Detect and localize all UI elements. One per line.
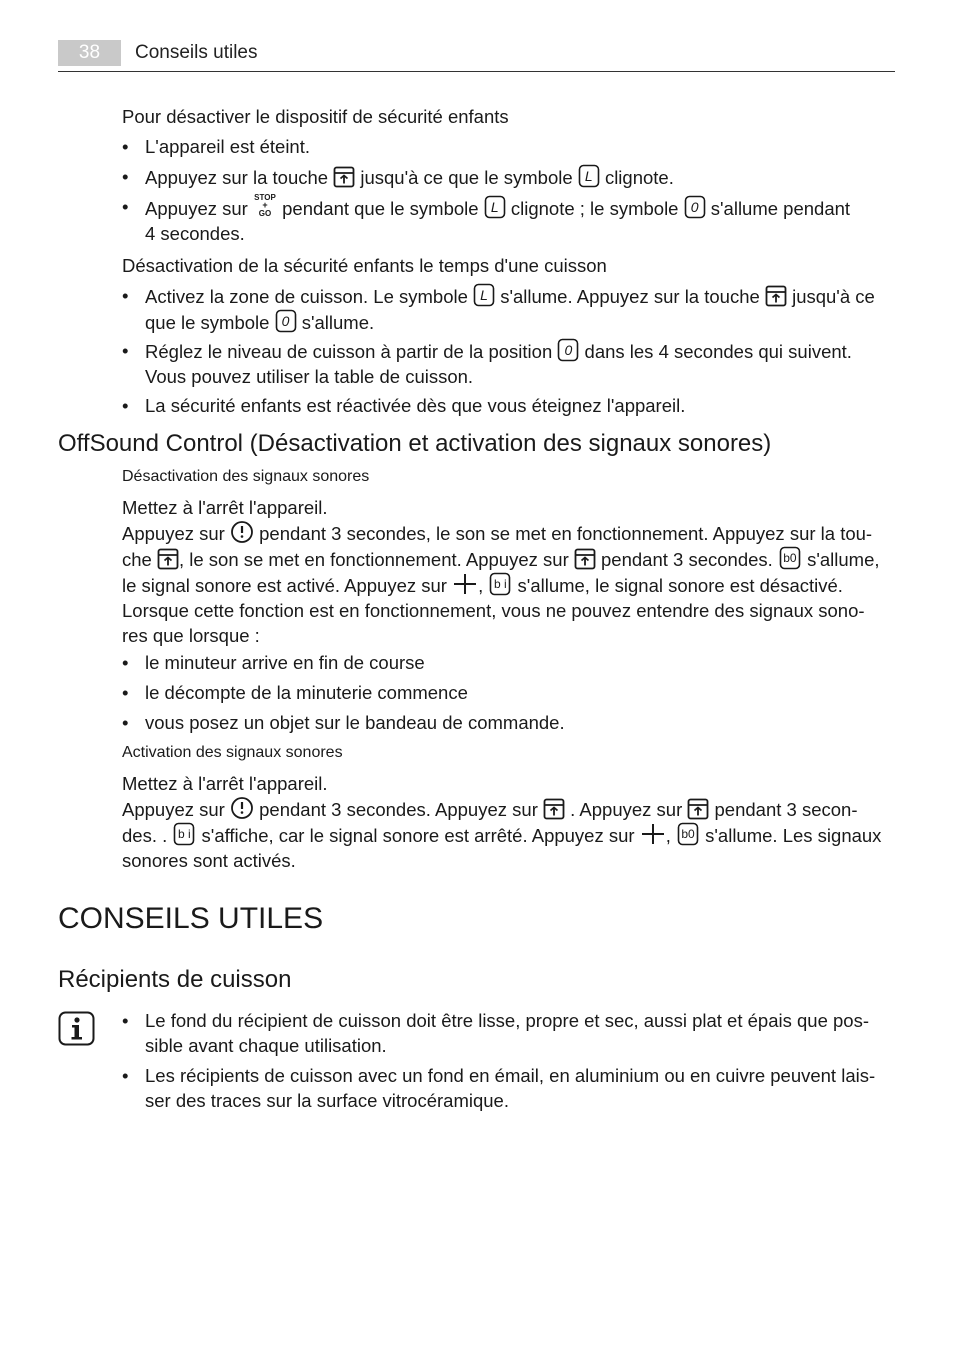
lock-key-icon: [574, 548, 596, 570]
section-title: Récipients de cuisson: [58, 966, 292, 993]
lock-key-icon: [765, 285, 787, 307]
display-zero-icon: 0: [684, 195, 706, 219]
display-sound-off-icon: b i: [488, 572, 512, 596]
list-item: • Le fond du récipient de cuisson doit être lisse, propre et sec, aussi plat et épais que pos- sible avant chaque utilisation.: [122, 1010, 869, 1056]
bullet-dot: •: [122, 1010, 129, 1031]
page-header: [58, 40, 895, 72]
chapter-title: CONSEILS UTILES: [58, 902, 324, 935]
list-item: • L'appareil est éteint.: [122, 136, 311, 157]
bullet-dot: •: [122, 682, 129, 703]
lock-key-icon: [543, 798, 565, 820]
display-zero-icon: 0: [557, 338, 579, 362]
offsound-sub-activation: Activation des signaux sonores: [122, 744, 343, 761]
bullet-dot: •: [122, 136, 129, 157]
bullet-dot: •: [122, 340, 129, 361]
bullet-dot: •: [122, 285, 129, 306]
offsound-sub-deactivation: Désactivation des signaux sonores: [122, 468, 370, 485]
offsound-paragraph-1: Mettez à l'arrêt l'appareil. Appuyez sur pendant 3 secondes, le son se met en fonctionnement. Appuyez sur la tou- che , le son se met en fonctionnement. Appuyez sur pendant 3 secondes. b0 s'allume, le signal sonore est activé. Appuyez sur , b i s'allume, le signal sonore est désactivé. Lorsque cette fonction est en fonctionnement, vous ne pouvez entendre des signaux sono- res que lorsque :: [122, 497, 880, 646]
lock-key-icon: [687, 798, 709, 820]
plus-icon: [452, 572, 478, 596]
bullet-dot: •: [122, 166, 129, 187]
display-sound-on-icon: b0: [676, 822, 700, 846]
list-item: • Appuyez sur STOP + GO pendant que le symbole L clignote ; le symbole 0 s'allume pendant 4 secondes.: [122, 193, 851, 244]
offsound-heading: OffSound Control (Désactivation et activation des signaux sonores): [58, 430, 772, 457]
stop-go-icon: STOP + GO: [254, 193, 276, 218]
display-l-icon: L: [484, 195, 506, 219]
child-lock-title-2: Désactivation de la sécurité enfants le temps d'une cuisson: [122, 255, 607, 276]
display-l-icon: L: [473, 283, 495, 307]
display-zero-icon: 0: [275, 309, 297, 333]
page-number: 38: [58, 40, 121, 66]
bullet-dot: •: [122, 196, 129, 217]
offsound-paragraph-2: Mettez à l'arrêt l'appareil. Appuyez sur pendant 3 secondes. Appuyez sur . Appuyez sur pendant 3 secon- des. . b i s'affiche, car le signal sonore est arrêté. Appuyez sur , b0 s'allume. Les signaux sonores sont activés.: [122, 773, 882, 871]
power-icon: [230, 520, 254, 544]
running-title: Conseils utiles: [135, 42, 258, 63]
display-sound-off-icon: b i: [172, 822, 196, 846]
lock-key-icon: [157, 548, 179, 570]
bullet-dot: •: [122, 395, 129, 416]
list-item: • Activez la zone de cuisson. Le symbole L s'allume. Appuyez sur la touche jusqu'à ce que le symbole 0 s'allume.: [122, 285, 875, 333]
bullet-dot: •: [122, 1065, 129, 1086]
child-lock-title: Pour désactiver le dispositif de sécurité enfants: [122, 106, 509, 127]
list-item: • le minuteur arrive en fin de course: [122, 652, 425, 673]
display-sound-on-icon: b0: [778, 546, 802, 570]
bullet-dot: •: [122, 712, 129, 733]
list-item: • Réglez le niveau de cuisson à partir de la position 0 dans les 4 secondes qui suivent. Vous pouvez utiliser la table de cuisson.: [122, 340, 852, 387]
info-icon: [58, 1011, 95, 1046]
list-item: • La sécurité enfants est réactivée dès que vous éteignez l'appareil.: [122, 395, 686, 416]
plus-icon: [640, 822, 666, 846]
lock-key-icon: [333, 166, 355, 188]
list-item: • Les récipients de cuisson avec un fond en émail, en aluminium ou en cuivre peuvent lais- ser des traces sur la surface vitrocéramique.: [122, 1065, 876, 1111]
display-l-icon: L: [578, 164, 600, 188]
power-icon: [230, 796, 254, 820]
list-item: • vous posez un objet sur le bandeau de commande.: [122, 712, 565, 733]
bullet-dot: •: [122, 652, 129, 673]
list-item: • le décompte de la minuterie commence: [122, 682, 468, 703]
list-item: • Appuyez sur la touche jusqu'à ce que le symbole L clignote.: [122, 166, 674, 188]
